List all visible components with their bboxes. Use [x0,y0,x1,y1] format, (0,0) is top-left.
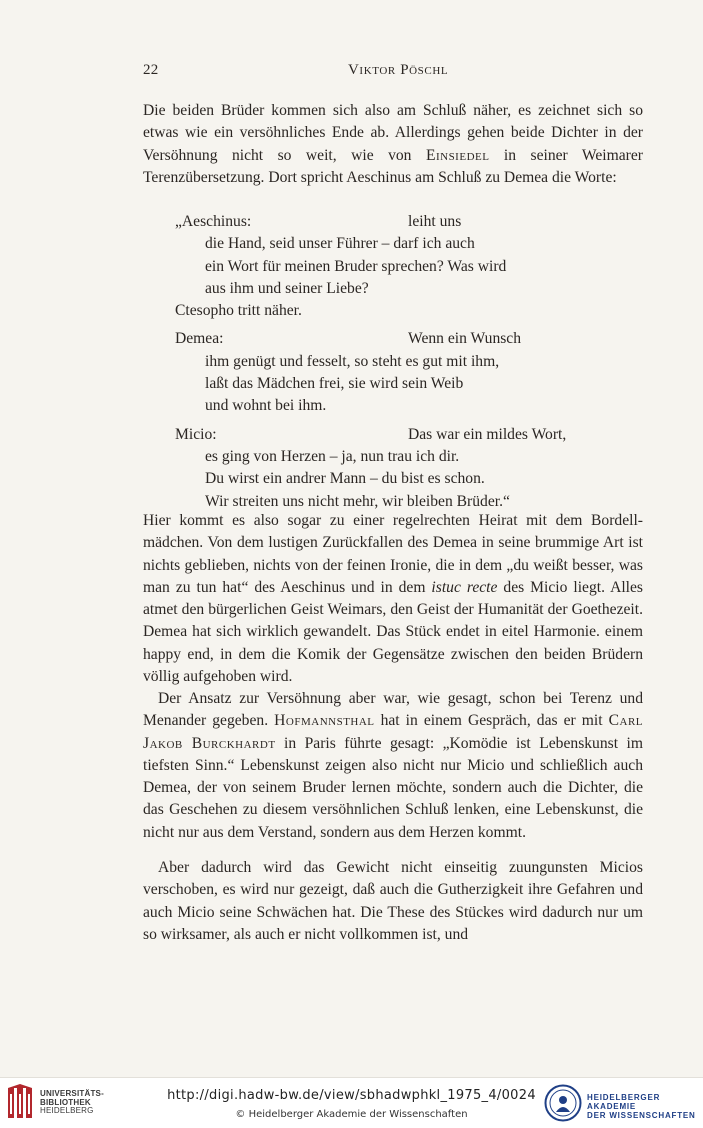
verse-line: aus ihm und seiner Liebe? [205,279,369,297]
speaker-demea: Demea: [175,330,224,348]
person-name-hofmannsthal: Hofmannsthal [274,712,375,730]
stage-direction: Ctesopho tritt näher. [175,302,302,320]
paragraph-3: Der Ansatz zur Versöhnung aber war, wie gesagt, schon bei Terenz und Menander gegeben. Hofmannsthal hat in einem Gespräch, das er mit Carl Jakob Burckhardt in Paris führte gesagt: „Komödie ist Lebenskunst im tiefsten Sinn.“ Lebenskunst zeigen also nicht nur Micio und schließlich auch Demea, der von seinem Bruder lernen möchte, sondern auch die Dichter, die das Geschehen zu diesem versöhnlichen Schluß lenken, eine Lebenskunst, die nicht nur aus dem Verstand, sondern aus dem Herzen kommt. [143,690,643,841]
latin-phrase: istuc recte [431,578,498,596]
verse-line: und wohnt bei ihm. [205,397,327,415]
verse-line: Du wirst ein andrer Mann – du bist es schon. [205,470,485,488]
speaker-micio: Micio: [175,425,217,443]
verse-quotation [175,211,645,513]
verse-line: Micio: Das war ein mildes Wort, [175,425,567,443]
academy-name[interactable]: HEIDELBERGER AKADEMIE DER WISSENSCHAFTEN [587,1093,696,1120]
running-head-author: Viktor Pöschl [348,62,449,78]
verse-line: „Aeschinus: leiht uns [175,213,462,230]
university-library-name[interactable]: UNIVERSITÄTS- BIBLIOTHEK HEIDELBERG [40,1089,104,1115]
speaker-aeschinus: „Aeschinus: [175,213,252,230]
viewer-footer [0,1077,703,1128]
permalink-url[interactable]: http://digi.hadw-bw.de/view/sbhadwphkl_1975_4/0024 [167,1088,536,1103]
verse-line: laßt das Mädchen frei, sie wird sein Weib [205,375,464,393]
verse-line: Demea: Wenn ein Wunsch [175,330,522,348]
verse-line: Wir streiten uns nicht mehr, wir bleiben Brüder.“ [205,492,510,510]
person-name-einsiedel: Einsiedel [425,146,490,164]
paragraph-4: Aber dadurch wird das Gewicht nicht einseitig zuungunsten Micios verschoben, es wird nur gezeigt, daß auch die Gutherzigkeit ihre Gefahren und auch Micio seine Schwächen hat. Die These des Stückes wird dadurch nur um so wirksamer, als auch er nicht vollkommen ist, und [143,859,643,943]
verse-line: ein Wort für meinen Bruder sprechen? Was wird [205,257,507,275]
copyright-notice: © Heidelberger Akademie der Wissenschaften [235,1109,468,1120]
verse-line: die Hand, seid unser Führer – darf ich auch [205,235,475,253]
person-name-burckhardt: Carl Jakob Burckhardt [143,712,643,752]
page-number: 22 [143,62,159,78]
paragraph-1: Die beiden Brüder kommen sich also am Schluß näher, es zeichnet sich so etwas wie ein versöhnliches Ende ab. Allerdings gehen beide Dichter in der Versöhnung nicht so weit, wie von Einsiedel in seiner Weimarer Terenzübersetzung. Dort spricht Aeschinus am Schluß zu Demea die Worte: [143,102,643,186]
verse-line: ihm genügt und fesselt, so steht es gut mit ihm, [205,352,500,370]
verse-line: es ging von Herzen – ja, nun trau ich dir. [205,447,460,465]
academy-seal-icon[interactable] [544,1084,582,1122]
running-header [143,62,643,82]
paragraph-2: Hier kommt es also sogar zu einer regelrechten Heirat mit dem Bordellmädchen. Von dem lustigen Zurückfallen des Demea in seine brummige Art ist nichts geblieben, nichts von der feinen Ironie, die in dem „du weißt besser, was man zu tun hat“ des Aeschinus und in dem istuc recte des Micio liegt. Alles atmet den bürgerlichen Geist Weimars, den Geist der Humanität der Goethezeit. Demea hat sich wirklich gewandelt. Das Stück endet in eitel Harmonie. einem happy end, in dem die Komik der Gegensätze zwischen den beiden Brüdern völlig aufgehoben wird. [143,512,644,686]
